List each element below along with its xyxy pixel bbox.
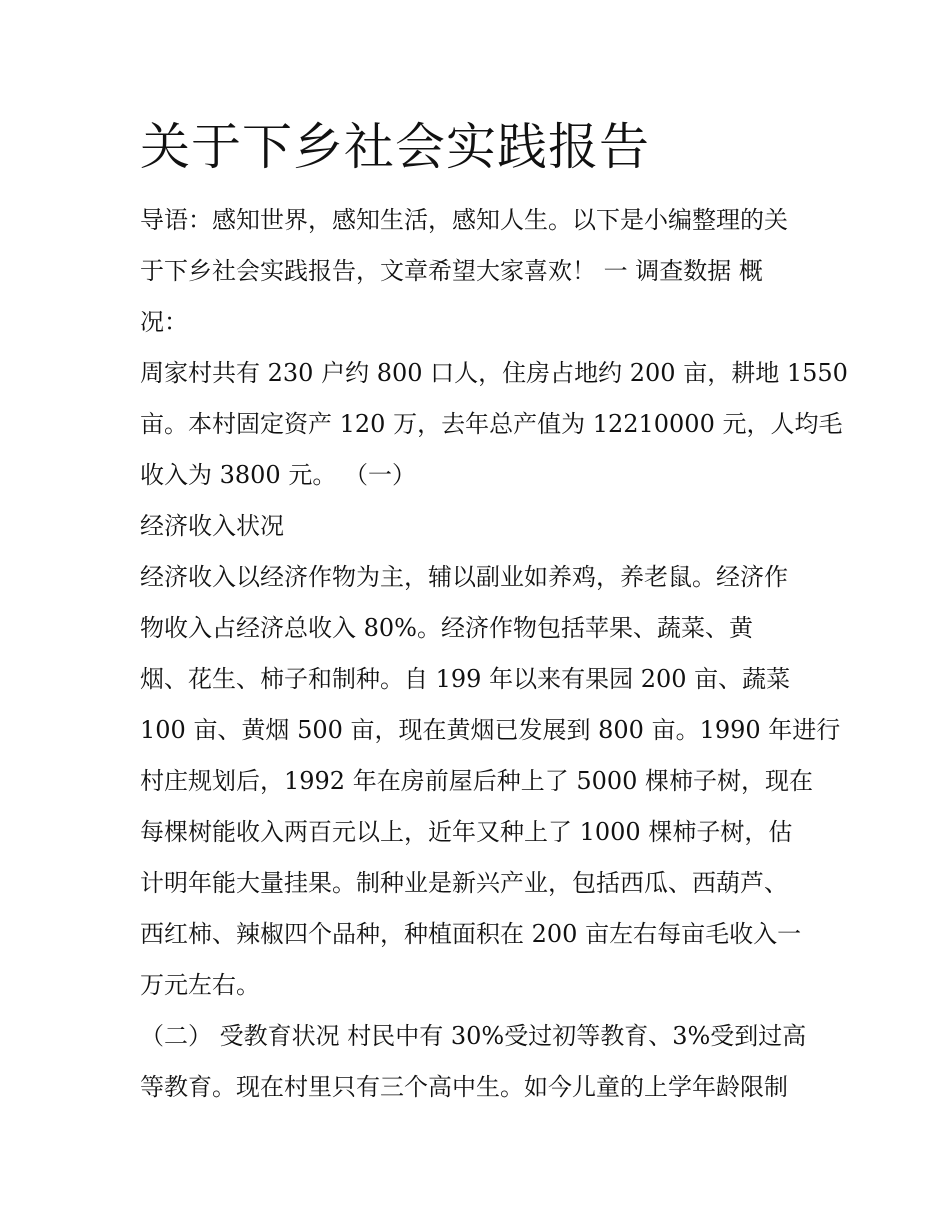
paragraph-line: 况： <box>140 308 188 336</box>
document-title: 关于下乡社会实践报告 <box>140 118 650 176</box>
paragraph-line: 等教育。现在村里只有三个高中生。如今儿童的上学年龄限制 <box>140 1073 788 1101</box>
paragraph-line: 计明年能大量挂果。制种业是新兴产业，包括西瓜、西葫芦、 <box>140 869 788 897</box>
paragraph-line: 烟、花生、柿子和制种。自 199 年以来有果园 200 亩、蔬菜 <box>140 665 791 693</box>
paragraph-line: 西红柿、辣椒四个品种，种植面积在 200 亩左右每亩毛收入一 <box>140 920 802 948</box>
paragraph-line: 亩。本村固定资产 120 万，去年总产值为 12210000 元，人均毛 <box>140 410 843 438</box>
paragraph-line: 经济收入以经济作物为主，辅以副业如养鸡，养老鼠。经济作 <box>140 563 788 591</box>
paragraph-line: 每棵树能收入两百元以上，近年又种上了 1000 棵柿子树，估 <box>140 818 793 846</box>
paragraph-line: 周家村共有 230 户约 800 口人，住房占地约 200 亩，耕地 1550 <box>140 359 848 387</box>
paragraph-line: （二） 受教育状况 村民中有 30%受过初等教育、3%受到过高 <box>140 1022 807 1050</box>
paragraph-line: 收入为 3800 元。 （一） <box>140 461 416 489</box>
paragraph-line: 村庄规划后，1992 年在房前屋后种上了 5000 棵柿子树，现在 <box>140 767 814 795</box>
paragraph-line: 导语：感知世界，感知生活，感知人生。以下是小编整理的关 <box>140 206 788 234</box>
section-heading: 经济收入状况 <box>140 512 284 540</box>
paragraph-line: 于下乡社会实践报告，文章希望大家喜欢！ 一 调查数据 概 <box>140 257 763 285</box>
paragraph-line: 物收入占经济总收入 80%。经济作物包括苹果、蔬菜、黄 <box>140 614 753 642</box>
paragraph-line: 万元左右。 <box>140 971 260 999</box>
paragraph-line: 100 亩、黄烟 500 亩，现在黄烟已发展到 800 亩。1990 年进行 <box>140 716 841 744</box>
